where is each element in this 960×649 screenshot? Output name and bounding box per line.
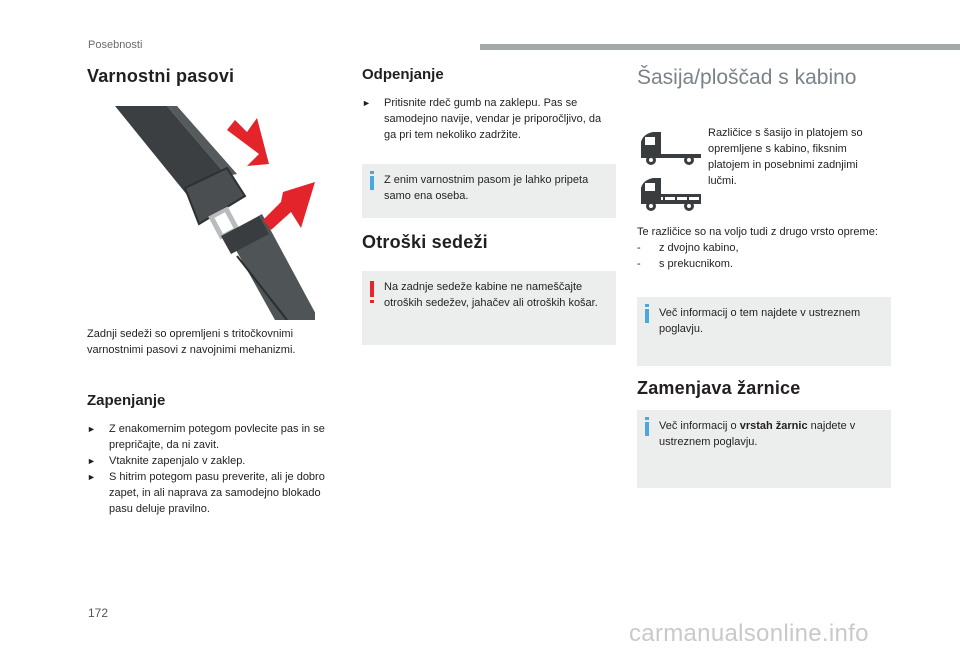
arrow-bullet-icon: ►	[87, 472, 96, 482]
bulbs-note-text: Več informacij o vrstah žarnic najdete v ustreznem poglavju.	[659, 420, 856, 448]
chassis-also: Te različice so na voljo tudi z drugo vrsto opreme:	[637, 226, 878, 238]
unfasten-title: Odpenjanje	[362, 66, 444, 83]
bulbs-block	[637, 378, 891, 399]
chassis-option: - z dvojno kabino,	[637, 242, 739, 254]
watermark: carmanualsonline.info	[629, 620, 869, 647]
seatbelt-photo	[87, 106, 315, 320]
info-icon	[370, 176, 374, 190]
flatbed-truck-icon	[639, 128, 703, 216]
chassis-intro: Različice s šasijo in platojem so opremljene s kabino, fiksnim platojem in posebnimi zadnjimi lučmi.	[708, 127, 863, 187]
child-seats-title: Otroški sedeži	[362, 232, 488, 252]
info-icon	[645, 422, 649, 436]
chassis-note-text: Več informacij o tem najdete v ustreznem poglavju.	[659, 307, 861, 335]
column-seatbelts	[87, 66, 332, 87]
arrow-bullet-icon: ►	[87, 424, 96, 434]
fasten-item: ► S hitrim potegom pasu preverite, ali je dobro zapet, in ali naprava za samodejno blokado pasu deluje pravilno.	[87, 471, 325, 515]
bulbs-title: Zamenjava žarnice	[637, 378, 801, 398]
truck-icons	[639, 128, 703, 221]
chassis-option: - s prekucnikom.	[637, 258, 733, 270]
column-chassis	[637, 66, 891, 90]
section-label: Posebnosti	[88, 39, 143, 51]
fasten-item: ► Vtaknite zapenjalo v zaklep.	[87, 455, 246, 467]
child-seats-warning-text: Na zadnje sedeže kabine ne nameščajte otroških sedežev, jahačev ali otroških košar.	[384, 281, 598, 309]
chassis-note	[637, 297, 891, 366]
info-icon	[645, 309, 649, 323]
warning-icon	[370, 281, 374, 297]
child-seats-warning	[362, 271, 616, 345]
fasten-title: Zapenjanje	[87, 392, 166, 409]
chassis-title: Šasija/ploščad s kabino	[637, 66, 857, 89]
fasten-item: ► Z enakomernim potegom povlecite pas in se prepričajte, da ni zavit.	[87, 423, 325, 451]
seatbelts-title: Varnostni pasovi	[87, 66, 235, 86]
arrow-bullet-icon: ►	[362, 98, 371, 108]
unfasten-item: ► Pritisnite rdeč gumb na zaklepu. Pas se samodejno navije, vendar je priporočljivo, da ga pri tem nekoliko zadržite.	[362, 97, 602, 141]
chassis-intro-block	[708, 125, 888, 189]
chassis-options-block	[637, 224, 891, 272]
arrow-bullet-icon: ►	[87, 456, 96, 466]
seatbelt-note-text: Z enim varnostnim pasom je lahko pripeta samo ena oseba.	[384, 174, 589, 202]
child-seats-block	[362, 232, 616, 253]
seatbelt-caption: Zadnji sedeži so opremljeni s tritočkovnimi varnostnimi pasovi z navojnimi mehanizmi.	[87, 328, 296, 356]
column-unfasten	[362, 66, 616, 143]
fasten-block	[87, 392, 332, 517]
bulbs-note	[637, 410, 891, 488]
page-number: 172	[88, 606, 109, 620]
seatbelt-note	[362, 164, 616, 218]
header-bar	[480, 44, 960, 50]
seatbelt-caption-block	[87, 326, 332, 358]
